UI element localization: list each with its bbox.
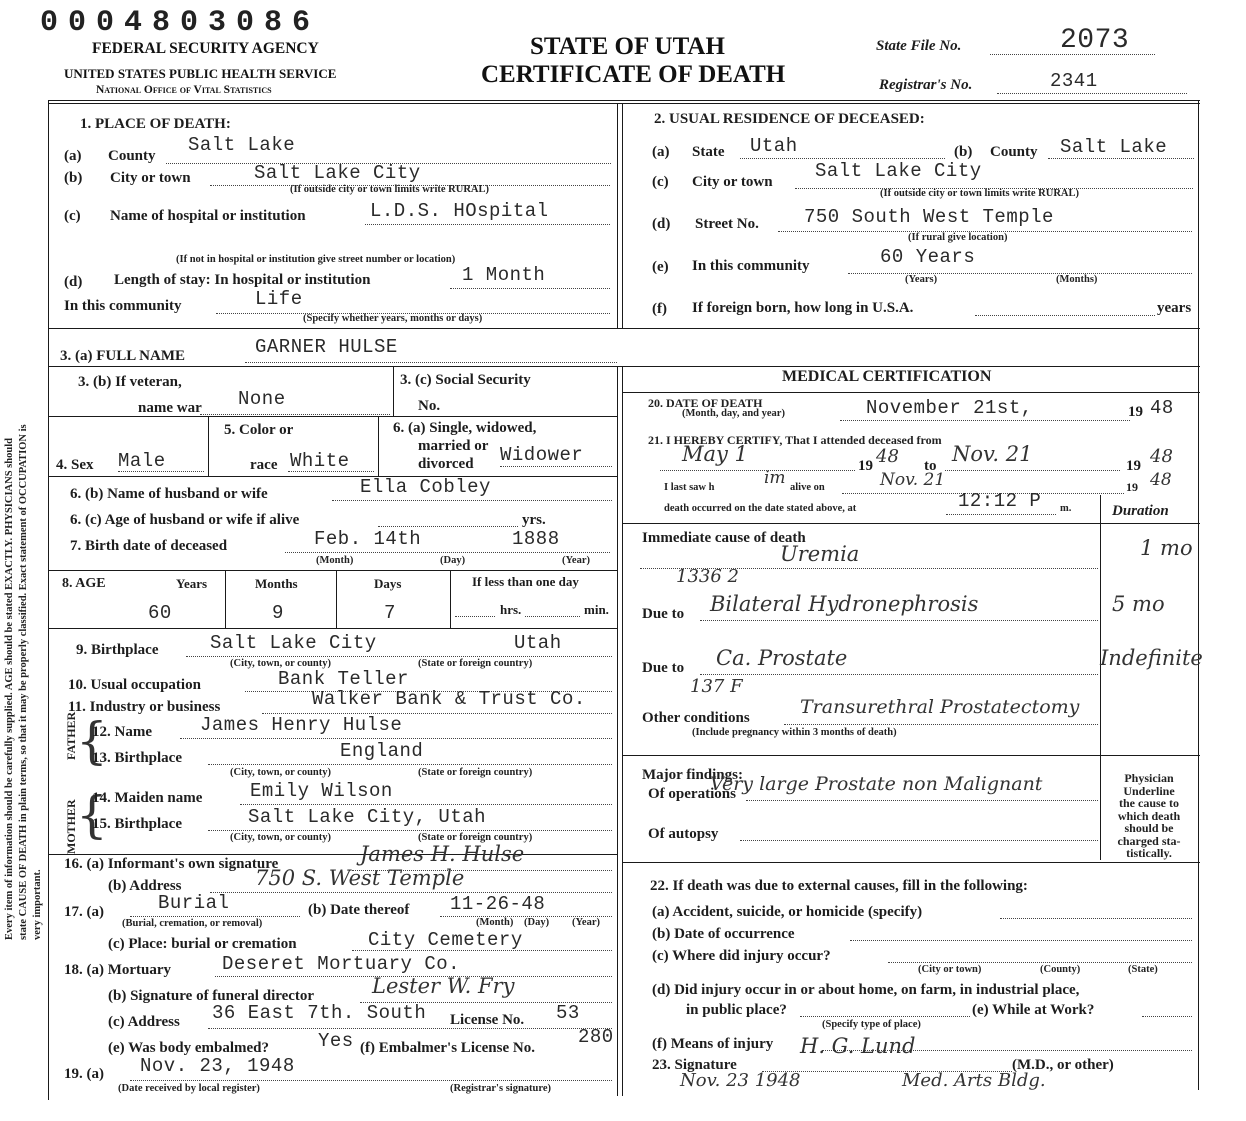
month-caption: (Month) xyxy=(316,555,354,566)
other-conditions: Transurethral Prostatectomy xyxy=(800,696,1080,718)
due-to-1: Bilateral Hydronephrosis xyxy=(710,592,979,616)
ext-means-label: (f) Means of injury xyxy=(652,1036,774,1052)
due-to-2-duration: Indefinite xyxy=(1100,646,1203,670)
full-name-label: 3. (a) FULL NAME xyxy=(60,348,185,364)
place-c-label: (c) xyxy=(64,208,81,224)
age-months: 9 xyxy=(272,602,284,624)
res-street: 750 South West Temple xyxy=(804,206,1054,228)
min-label: min. xyxy=(584,602,609,617)
cause-code-2: 137 F xyxy=(690,676,743,697)
document-title: CERTIFICATE OF DEATH xyxy=(481,61,786,88)
res-f-label: (f) xyxy=(652,301,667,317)
res-state-label: State xyxy=(692,144,725,160)
spouse-label: 6. (b) Name of husband or wife xyxy=(70,486,268,502)
m-label: m. xyxy=(1060,503,1072,514)
color-label: 5. Color or xyxy=(224,422,294,438)
last-saw-year: 48 xyxy=(1150,470,1172,490)
operation-findings: Very large Prostate non Malignant xyxy=(710,773,1043,795)
rural-note: (If outside city or town limits write RURAL) xyxy=(290,184,489,195)
burial-month-caption: (Month) xyxy=(476,917,514,928)
community-stay: Life xyxy=(255,288,303,310)
serial-number: 0004803086 xyxy=(40,6,321,40)
res-a-label: (a) xyxy=(652,144,670,160)
attended-to-year: 48 xyxy=(1150,446,1173,467)
burial-day-caption: (Day) xyxy=(524,917,550,928)
registrar-number: 2341 xyxy=(1050,70,1098,92)
age-days: 7 xyxy=(384,602,396,624)
to-year-prefix: 19 xyxy=(1126,458,1141,474)
physician-underline-note: Physician Underline the cause to which death should be charged sta- tistically. xyxy=(1117,771,1181,860)
embalmed-label: (e) Was body embalmed? xyxy=(108,1040,269,1056)
age-years: 60 xyxy=(148,602,172,624)
received-date: Nov. 23, 1948 xyxy=(140,1055,295,1077)
immediate-duration: 1 mo xyxy=(1140,536,1193,560)
race-label: race xyxy=(250,457,278,473)
mortuary-address-label: (c) Address xyxy=(108,1014,180,1030)
res-d-label: (d) xyxy=(652,216,671,232)
father-city-caption: (City, town, or county) xyxy=(230,767,332,778)
due-to-2: Ca. Prostate xyxy=(716,646,848,670)
father-state-caption: (State or foreign country) xyxy=(418,767,533,778)
ext-place-note: (Specify type of place) xyxy=(822,1019,921,1030)
city-label: City or town xyxy=(110,170,191,186)
veteran-label: 3. (b) If veteran, xyxy=(78,374,182,390)
foreign-label: If foreign born, how long in U.S.A. xyxy=(692,300,914,316)
father-birthplace: England xyxy=(340,740,424,762)
margin-instruction-3: very important. xyxy=(32,869,43,940)
last-saw-label: I last saw h xyxy=(664,482,715,493)
marital-label: 6. (a) Single, widowed, xyxy=(393,420,537,436)
father-birthplace-label: 13. Birthplace xyxy=(92,750,182,766)
occupation: Bank Teller xyxy=(278,668,409,690)
date-of-death: November 21st, xyxy=(866,397,1033,419)
license-number: 53 xyxy=(556,1002,580,1024)
yrs-label: yrs. xyxy=(522,512,546,528)
res-c-label: (c) xyxy=(652,174,669,190)
death-county: Salt Lake xyxy=(188,134,296,156)
margin-instruction-2: state CAUSE OF DEATH in plain terms, so that it may be properly classified. Exact statement of OCCUPATION is xyxy=(18,424,29,940)
physician-signature: H. G. Lund xyxy=(800,1034,916,1058)
res-county: Salt Lake xyxy=(1060,136,1168,158)
burial-place: City Cemetery xyxy=(368,929,523,951)
less-than-day: If less than one day xyxy=(472,574,579,589)
hospital-stay: 1 Month xyxy=(462,264,546,286)
res-rural-note: (If outside city or town limits write RURAL) xyxy=(880,188,1079,199)
years-col: Years xyxy=(176,576,208,591)
burial-method: Burial xyxy=(158,892,230,914)
state-file-label: State File No. xyxy=(876,38,962,54)
cause-code-1: 1336 2 xyxy=(676,566,739,587)
birth-month-day: Feb. 14th xyxy=(314,528,422,550)
hospital-name: L.D.S. HOspital xyxy=(370,200,549,222)
res-state: Utah xyxy=(750,135,798,157)
father-name: James Henry Hulse xyxy=(200,714,403,736)
last-year-prefix: 19 xyxy=(1126,480,1138,494)
birthplace-city: Salt Lake City xyxy=(210,632,377,654)
place-heading: 1. PLACE OF DEATH: xyxy=(80,116,231,132)
mother-birthplace: Salt Lake City, Utah xyxy=(248,806,487,828)
mother-city-caption: (City, town, or county) xyxy=(230,832,332,843)
hospital-note: (If not in hospital or institution give street number or location) xyxy=(176,254,456,265)
ext-city-caption: (City or town) xyxy=(918,964,982,975)
due-to-2-label: Due to xyxy=(642,660,685,676)
place-d-label: (d) xyxy=(64,274,83,290)
registrar-sig-note: (Registrar's signature) xyxy=(450,1083,551,1094)
received-label: 19. (a) xyxy=(64,1066,104,1082)
director-signature: Lester W. Fry xyxy=(372,974,515,998)
industry: Walker Bank & Trust Co. xyxy=(312,688,586,710)
attended-from: May 1 xyxy=(682,442,748,466)
immediate-cause: Uremia xyxy=(780,542,860,566)
signature-date: Nov. 23 1948 xyxy=(680,1070,801,1091)
occupation-label: 10. Usual occupation xyxy=(68,677,201,693)
burial-date-label: (b) Date thereof xyxy=(308,902,410,918)
ext-where-label: (c) Where did injury occur? xyxy=(652,948,831,964)
burial-year-caption: (Year) xyxy=(572,917,600,928)
embalmer-license-label: (f) Embalmer's License No. xyxy=(360,1040,535,1056)
hrs-label: hrs. xyxy=(500,602,522,617)
sex-label: 4. Sex xyxy=(56,457,94,473)
from-year-prefix: 19 xyxy=(858,458,873,474)
mother-side-label: MOTHER xyxy=(64,799,78,854)
ext-state-caption: (State) xyxy=(1128,964,1158,975)
street-note: (If rural give location) xyxy=(908,232,1008,243)
place-a-label: (a) xyxy=(64,148,82,164)
res-county-label: County xyxy=(990,144,1038,160)
last-saw-him: im xyxy=(764,468,786,488)
res-b-label: (b) xyxy=(954,144,973,160)
stay-label: Length of stay: In hospital or institution xyxy=(114,272,371,288)
operations-label: Of operations xyxy=(648,786,736,802)
days-col: Days xyxy=(374,576,402,591)
attended-to: Nov. 21 xyxy=(952,442,1033,466)
informant-address: 750 S. West Temple xyxy=(255,866,465,890)
service-name: UNITED STATES PUBLIC HEALTH SERVICE xyxy=(64,66,337,81)
ext-home-label: (d) Did injury occur in or about home, on farm, in industrial place, xyxy=(652,982,1080,998)
birthplace-state: Utah xyxy=(514,632,562,654)
license-label: License No. xyxy=(450,1012,525,1028)
specify-note: (Specify whether years, months or days) xyxy=(303,313,483,324)
years-caption: (Years) xyxy=(905,274,938,285)
certify-text: 21. I HEREBY CERTIFY, That I attended deceased from xyxy=(648,433,942,447)
death-city: Salt Lake City xyxy=(254,162,421,184)
ss-no-label: No. xyxy=(418,398,441,414)
burial-place-label: (c) Place: burial or cremation xyxy=(108,936,297,952)
embalmed-value: Yes xyxy=(318,1030,354,1052)
other-conditions-label: Other conditions xyxy=(642,710,750,726)
mother-name: Emily Wilson xyxy=(250,780,393,802)
foreign-years-word: years xyxy=(1157,300,1192,316)
birth-state-caption: (State or foreign country) xyxy=(418,658,533,669)
day-caption: (Day) xyxy=(440,555,466,566)
sex-value: Male xyxy=(118,450,166,472)
hospital-label: Name of hospital or institution xyxy=(110,208,306,224)
to-word: to xyxy=(924,458,937,474)
burial-date: 11-26-48 xyxy=(450,893,546,915)
res-community-label: In this community xyxy=(692,258,810,274)
age-label: 8. AGE xyxy=(62,576,106,591)
state-file-number: 2073 xyxy=(1060,25,1130,56)
months-col: Months xyxy=(255,576,298,591)
mother-birthplace-label: 15. Birthplace xyxy=(92,816,182,832)
street-label: Street No. xyxy=(695,216,759,232)
physician-sig-label: 23. Signature xyxy=(652,1057,737,1073)
birth-date-label: 7. Birth date of deceased xyxy=(70,538,228,554)
veteran-war: None xyxy=(238,388,286,410)
ext-public-label: in public place? xyxy=(686,1002,787,1018)
mortuary-label: 18. (a) Mortuary xyxy=(64,962,172,978)
due-to-1-label: Due to xyxy=(642,606,685,622)
dod-year-prefix: 19 xyxy=(1128,404,1143,420)
duration-heading: Duration xyxy=(1112,503,1169,519)
spouse-name: Ella Cobley xyxy=(360,476,491,498)
county-label: County xyxy=(108,148,156,164)
ss-label: 3. (c) Social Security xyxy=(400,372,531,388)
medical-heading: MEDICAL CERTIFICATION xyxy=(782,368,992,385)
margin-instruction-1: Every item of information should be carefully supplied. AGE should be stated EXACTLY. PHYSICIANS should xyxy=(4,438,15,940)
informant-address-label: (b) Address xyxy=(108,878,182,894)
spouse-age-label: 6. (c) Age of husband or wife if alive xyxy=(70,512,300,528)
office-name: National Office of Vital Statistics xyxy=(96,84,272,96)
mortuary-address: 36 East 7th. South xyxy=(212,1002,427,1024)
war-label: name war xyxy=(138,400,202,416)
mother-state-caption: (State or foreign country) xyxy=(418,832,533,843)
other-note: (Include pregnancy within 3 months of death) xyxy=(692,727,897,738)
birth-year: 1888 xyxy=(512,528,560,550)
md-label: (M.D., or other) xyxy=(1012,1057,1114,1073)
res-e-label: (e) xyxy=(652,259,669,275)
year-caption: (Year) xyxy=(562,555,590,566)
marital-status: Widower xyxy=(500,444,584,466)
industry-label: 11. Industry or business xyxy=(68,699,221,715)
time-of-death: 12:12 P xyxy=(958,490,1042,512)
place-b-label: (b) xyxy=(64,170,83,186)
dod-year: 48 xyxy=(1150,397,1174,419)
months-caption: (Months) xyxy=(1056,274,1098,285)
last-saw-date: Nov. 21 xyxy=(880,470,946,490)
res-community: 60 Years xyxy=(880,246,976,268)
birthplace-label: 9. Birthplace xyxy=(76,642,159,658)
informant-sig-label: 16. (a) Informant's own signature xyxy=(64,856,279,872)
ext-accident-label: (a) Accident, suicide, or homicide (specify) xyxy=(652,904,923,920)
res-city-label: City or town xyxy=(692,174,773,190)
res-city: Salt Lake City xyxy=(815,160,982,182)
full-name: GARNER HULSE xyxy=(255,336,398,358)
father-name-label: 12. Name xyxy=(92,724,152,740)
received-note: (Date received by local register) xyxy=(118,1083,260,1094)
community-label: In this community xyxy=(64,298,182,314)
informant-signature: James H. Hulse xyxy=(360,842,525,866)
document-title-state: STATE OF UTAH xyxy=(530,33,725,60)
due-to-1-duration: 5 mo xyxy=(1112,592,1165,616)
occurred-label: death occurred on the date stated above, at xyxy=(664,503,857,514)
immediate-cause-label: Immediate cause of death xyxy=(642,530,806,546)
marital-label-3: divorced xyxy=(418,456,474,472)
director-label: (b) Signature of funeral director xyxy=(108,988,315,1004)
birth-city-caption: (City, town, or county) xyxy=(230,658,332,669)
ext-county-caption: (County) xyxy=(1040,964,1081,975)
mortuary-name: Deseret Mortuary Co. xyxy=(222,953,461,975)
ext-work-label: (e) While at Work? xyxy=(972,1002,1095,1018)
marital-label-2: married or xyxy=(418,438,489,454)
burial-label: 17. (a) xyxy=(64,904,104,920)
physician-address: Med. Arts Bldg. xyxy=(902,1070,1046,1091)
agency-name: FEDERAL SECURITY AGENCY xyxy=(92,40,319,57)
burial-note: (Burial, cremation, or removal) xyxy=(122,918,263,929)
attended-from-year: 48 xyxy=(876,446,899,467)
dod-sub-label: (Month, day, and year) xyxy=(682,408,785,419)
autopsy-label: Of autopsy xyxy=(648,826,719,842)
major-findings-label: Major findings: xyxy=(642,767,743,783)
residence-heading: 2. USUAL RESIDENCE OF DECEASED: xyxy=(654,111,925,127)
ext-date-label: (b) Date of occurrence xyxy=(652,926,795,942)
father-side-label: FATHER xyxy=(64,711,78,760)
external-causes-label: 22. If death was due to external causes, fill in the following: xyxy=(650,878,1028,894)
dod-label: 20. DATE OF DEATH xyxy=(648,396,763,410)
registrar-label: Registrar's No. xyxy=(879,77,973,93)
mother-name-label: 14. Maiden name xyxy=(92,790,203,806)
alive-on-label: alive on xyxy=(790,482,825,493)
embalmer-license: 280 xyxy=(578,1026,614,1048)
race-value: White xyxy=(290,450,350,472)
